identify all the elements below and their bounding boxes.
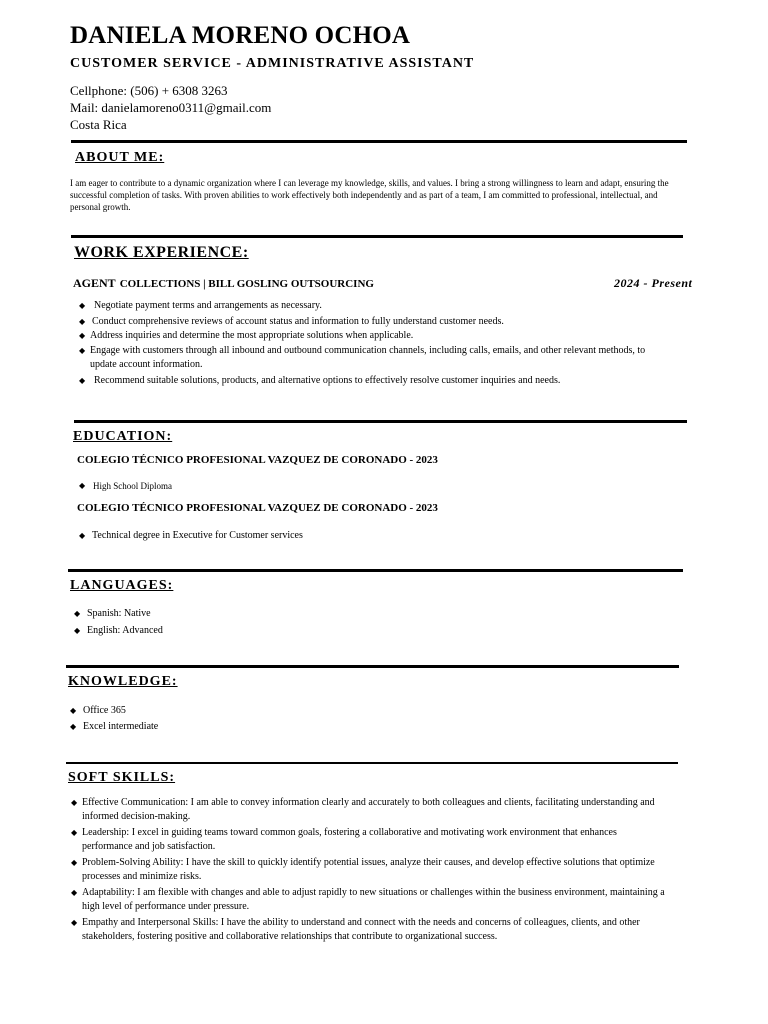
section-divider-work (71, 235, 683, 238)
list-item: ◆ Excel intermediate (70, 721, 159, 732)
bullet-icon: ◆ (71, 858, 78, 867)
bullet-icon: ◆ (79, 531, 86, 540)
list-item: ◆ Engage with customers through all inbound and outbound communication channels, including calls, emails, and other relevant methods, to update account information. (79, 345, 646, 370)
bullet-icon: ◆ (79, 317, 86, 326)
list-item: ◆ Recommend suitable solutions, products, and alternative options to effectively resolve customer inquiries and needs. (79, 375, 561, 386)
bullet-icon: ◆ (79, 331, 86, 340)
bullet-icon: ◆ (70, 706, 77, 715)
work-heading: WORK EXPERIENCE: (74, 244, 249, 261)
list-item: ◆ Office 365 (70, 705, 126, 716)
section-divider-about (71, 140, 687, 143)
contact-mail: Mail: danielamoreno0311@gmail.com (70, 100, 272, 115)
about-text: I am eager to contribute to a dynamic organization where I can leverage my knowledge, skills, and values. I bring a strong willingness to learn and adapt, ensuring the successful completion of tasks. With proven abilities to work effectively both independently and as part of a team, I am committed to professional, intellectual, and personal growth. (70, 178, 669, 212)
bullet-icon: ◆ (71, 918, 78, 927)
list-item: ◆ Empathy and Interpersonal Skills: I have the ability to understand and connect with the needs and concerns of colleagues, clients, and other stakeholders, fostering positive and collaborative relationships that contribute to organizational success. (71, 917, 640, 942)
section-divider-knowledge (66, 665, 679, 668)
bullet-icon: ◆ (71, 888, 78, 897)
languages-list (69, 607, 469, 638)
list-item: ◆ English: Advanced (74, 625, 163, 636)
list-item: ◆ Technical degree in Executive for Customer services (79, 530, 303, 541)
about-heading: ABOUT ME: (75, 150, 165, 165)
knowledge-heading: KNOWLEDGE: (68, 674, 178, 689)
list-item: ◆ Problem-Solving Ability: I have the skill to quickly identify potential issues, analyze their causes, and develop effective solutions that optimize processes and minimize risks. (71, 857, 655, 882)
candidate-name: DANIELA MORENO OCHOA (70, 22, 411, 49)
job-date: 2024 - Present (614, 276, 693, 290)
bullet-icon: ◆ (79, 346, 86, 355)
list-item: ◆ Spanish: Native (74, 608, 151, 619)
section-divider-education (74, 420, 687, 423)
list-item: ◆ Address inquiries and determine the most appropriate solutions when applicable. (79, 330, 414, 341)
education-detail-list-2 (74, 529, 474, 543)
job-title-line (73, 274, 374, 292)
section-divider-languages (68, 569, 683, 572)
soft-skills-list (66, 796, 666, 944)
education-school-2: COLEGIO TÉCNICO PROFESIONAL VAZQUEZ DE CORONADO - 2023 (77, 502, 438, 514)
list-item: ◆ Effective Communication: I am able to convey information clearly and accurately to both colleagues and clients, facilitating understanding and informed decision-making. (71, 797, 655, 822)
bullet-icon: ◆ (71, 798, 78, 807)
section-divider-soft-skills (66, 762, 678, 764)
languages-heading: LANGUAGES: (70, 578, 174, 593)
bullet-icon: ◆ (71, 828, 78, 837)
work-bullet-list (74, 299, 674, 388)
knowledge-list (65, 704, 465, 734)
bullet-icon: ◆ (74, 609, 81, 618)
bullet-icon: ◆ (79, 301, 86, 310)
list-item: ◆ Conduct comprehensive reviews of account status and information to fully understand customer needs. (79, 316, 504, 327)
contact-cellphone: Cellphone: (506) + 6308 3263 (70, 83, 228, 98)
bullet-icon: ◆ (74, 626, 81, 635)
list-item: ◆ Negotiate payment terms and arrangements as necessary. (79, 300, 322, 311)
list-item: ◆ High School Diploma (79, 481, 172, 491)
job-subtitle: CUSTOMER SERVICE - ADMINISTRATIVE ASSISTANT (70, 56, 475, 71)
education-heading: EDUCATION: (73, 429, 173, 444)
bullet-icon: ◆ (79, 481, 86, 490)
job-role-agent: AGENT (73, 276, 116, 290)
soft-skills-heading: SOFT SKILLS: (68, 770, 176, 785)
bullet-icon: ◆ (79, 376, 86, 385)
education-school-1: COLEGIO TÉCNICO PROFESIONAL VAZQUEZ DE CORONADO - 2023 (77, 454, 438, 466)
contact-location: Costa Rica (70, 117, 127, 132)
list-item: ◆ Leadership: I excel in guiding teams toward common goals, fostering a collaborative and motivating work environment that enhances performance and job satisfaction. (71, 827, 617, 852)
education-detail-list-1 (74, 479, 474, 493)
list-item: ◆ Adaptability: I am flexible with changes and able to adjust rapidly to new situations or challenges within the business environment, maintaining a high level of performance under pressure. (71, 887, 665, 912)
job-title: COLLECTIONS | BILL GOSLING OUTSOURCING (119, 278, 374, 290)
bullet-icon: ◆ (70, 722, 77, 731)
